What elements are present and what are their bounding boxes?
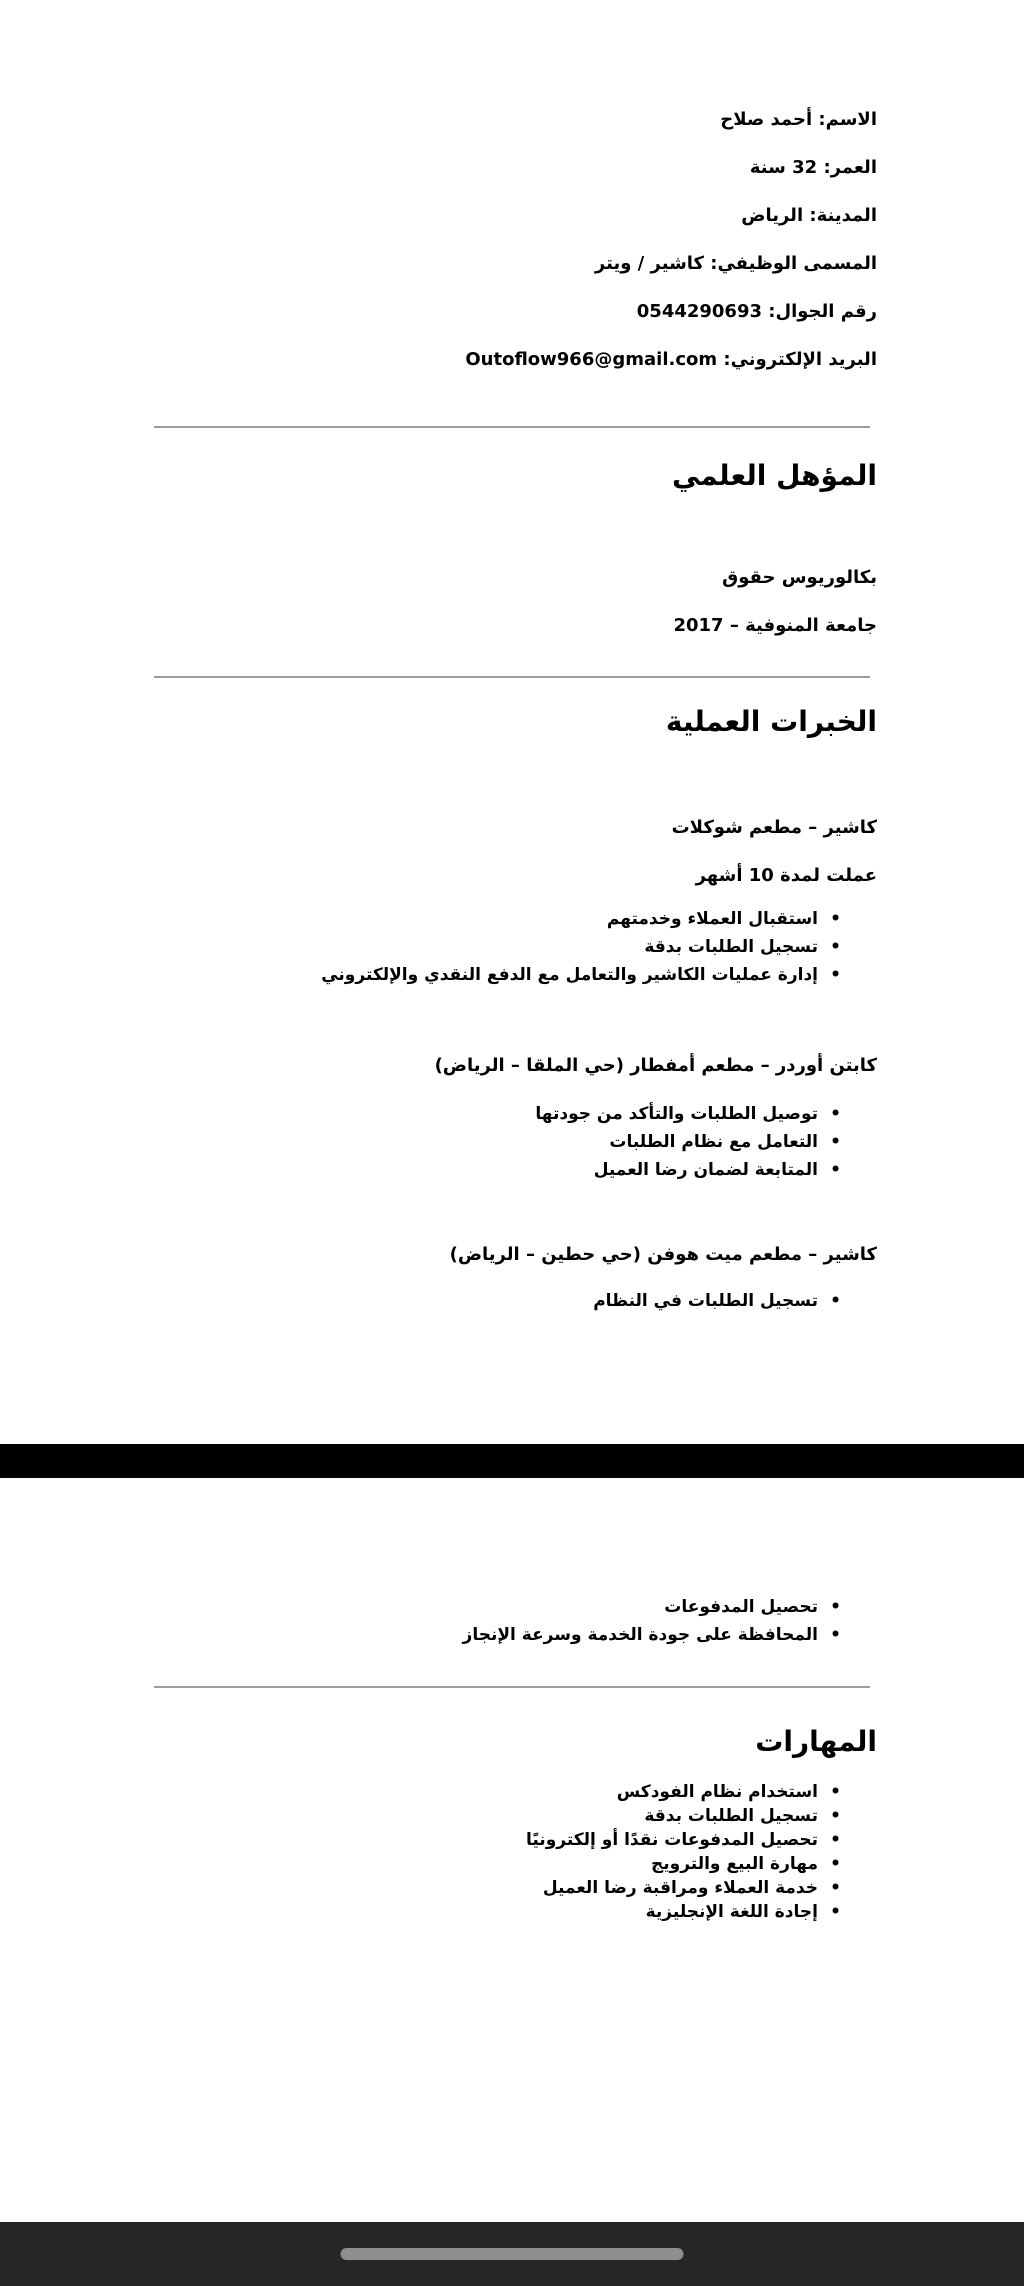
job-bullet: • تسجيل الطلبات بدقة (147, 933, 877, 961)
job-bullet-list (147, 1287, 877, 1315)
job-bullet: • استقبال العملاء وخدمتهم (147, 905, 877, 933)
job-duration: عملت لمدة 10 أشهر (695, 865, 877, 886)
job-title: كاشير – مطعم ميت هوفن (حي حطين – الرياض) (449, 1244, 877, 1265)
job-bullet-list-continued (147, 1593, 877, 1649)
job-bullet: • المحافظة على جودة الخدمة وسرعة الإنجاز (147, 1621, 877, 1649)
job-title: كاشير – مطعم شوكلات (671, 817, 877, 838)
contact-job-title: المسمى الوظيفي: كاشير / ويتر (594, 253, 877, 274)
system-navigation-bar (0, 2222, 1024, 2286)
job-bullet: • تسجيل الطلبات في النظام (147, 1287, 877, 1315)
contact-phone: رقم الجوال: 0544290693 (636, 301, 877, 322)
section-divider (154, 676, 870, 678)
section-divider (154, 1686, 870, 1688)
contact-email: البريد الإلكتروني: Outoflow966@gmail.com (465, 349, 877, 370)
resume-page-2 (0, 1478, 1024, 2222)
skill-item: • إجادة اللغة الإنجليزية (147, 1900, 877, 1924)
job-bullet: • توصيل الطلبات والتأكد من جودتها (147, 1100, 877, 1128)
skills-section-title: المهارات (755, 1725, 877, 1758)
experience-section-title: الخبرات العملية (665, 705, 877, 738)
home-indicator-handle[interactable] (341, 2248, 684, 2260)
page-separator (0, 1444, 1024, 1478)
contact-city: المدينة: الرياض (741, 205, 877, 226)
job-bullet: • تحصيل المدفوعات (147, 1593, 877, 1621)
skill-item: • خدمة العملاء ومراقبة رضا العميل (147, 1876, 877, 1900)
job-bullet: • إدارة عمليات الكاشير والتعامل مع الدفع النقدي والإلكتروني (147, 961, 877, 989)
job-bullet-list (147, 905, 877, 989)
education-degree: بكالوريوس حقوق (722, 567, 877, 588)
contact-age: العمر: 32 سنة (749, 157, 877, 178)
skill-item: • استخدام نظام الفودكس (147, 1780, 877, 1804)
education-university: جامعة المنوفية – 2017 (673, 615, 877, 636)
job-title: كابتن أوردر – مطعم أمفطار (حي الملقا – الرياض) (434, 1055, 877, 1076)
job-bullet: • المتابعة لضمان رضا العميل (147, 1156, 877, 1184)
section-divider (154, 426, 870, 428)
skill-item: • تحصيل المدفوعات نقدًا أو إلكترونيًا (147, 1828, 877, 1852)
job-bullet: • التعامل مع نظام الطلبات (147, 1128, 877, 1156)
job-bullet-list (147, 1100, 877, 1184)
skill-item: • مهارة البيع والترويج (147, 1852, 877, 1876)
skills-list (147, 1780, 877, 1924)
contact-block (147, 96, 877, 384)
skill-item: • تسجيل الطلبات بدقة (147, 1804, 877, 1828)
contact-name: الاسم: أحمد صلاح (720, 109, 877, 130)
education-section-title: المؤهل العلمي (671, 459, 877, 492)
